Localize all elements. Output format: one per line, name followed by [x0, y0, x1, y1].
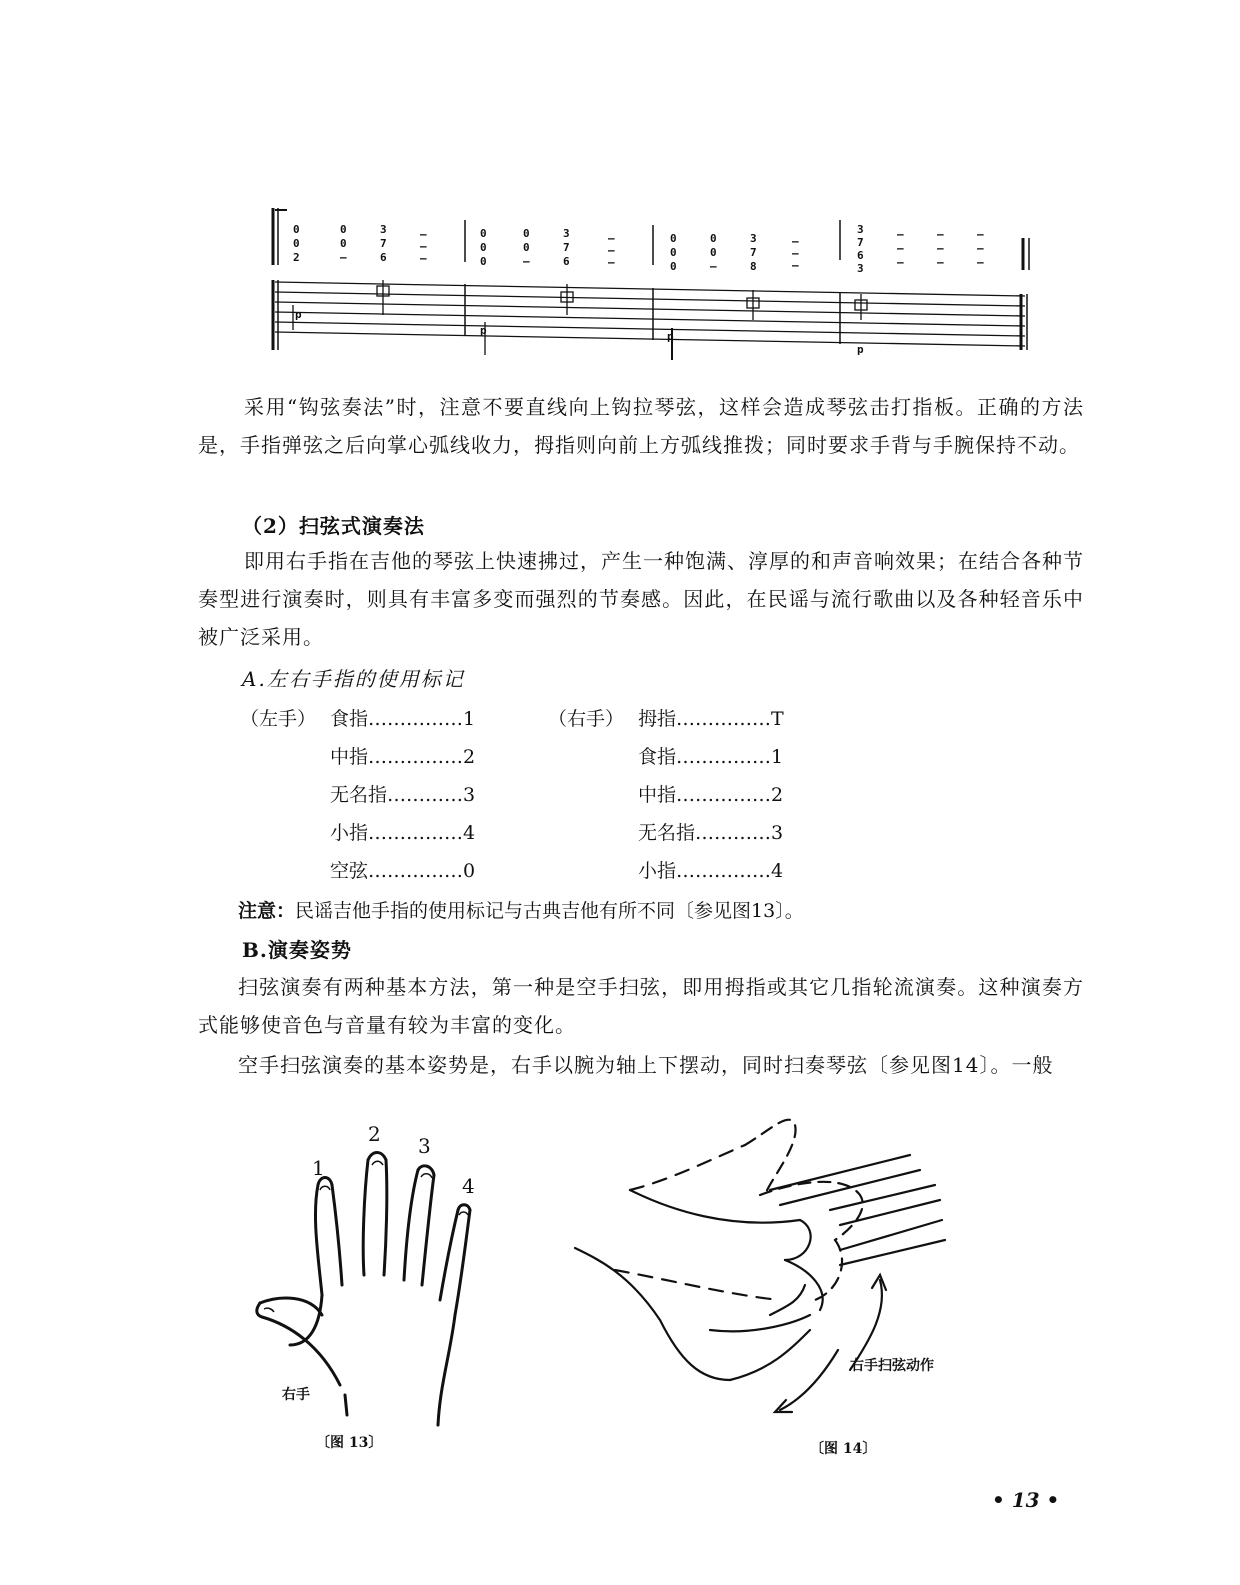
chord-column: 6 — [380, 251, 387, 264]
chord-column: — — [937, 242, 944, 255]
left-hand-item: 空弦……………0 — [330, 860, 476, 882]
chord-column: 0 — [710, 232, 717, 245]
chord-column: 6 — [563, 255, 570, 268]
chord-column: 0 — [340, 223, 347, 236]
paragraph-hook-technique: 采用“钩弦奏法”时，注意不要直线向上钩拉琴弦，这样会造成琴弦击打指板。正确的方法是，手指弹弦之后向掌心弧线收力，拇指则向前上方弧线推拨；同时要求手背与手腕保持不动。 — [198, 395, 1084, 457]
subheading-finger-marks: A.左右手指的使用标记 — [242, 667, 465, 691]
chord-column: — — [420, 228, 427, 241]
finger-mark: p — [480, 324, 487, 337]
chord-column: 0 — [710, 246, 717, 259]
chord-column: — — [420, 252, 427, 265]
left-hand-item: 无名指…………3 — [330, 784, 476, 806]
chord-column: 0 — [670, 260, 677, 273]
page-number: • 13 • — [992, 1488, 1060, 1512]
chord-column: — — [608, 232, 615, 245]
paragraph-strum-posture: 空手扫弦演奏的基本姿势是，右手以腕为轴上下摆动，同时扫奏琴弦〔参见图14〕。一般 — [238, 1053, 1054, 1077]
chord-column: 0 — [480, 227, 487, 240]
chord-column: 0 — [523, 241, 530, 254]
subheading-posture: B.演奏姿势 — [242, 938, 352, 962]
chord-numbers — [293, 223, 984, 275]
chord-column: — — [792, 259, 799, 272]
left-hand-item: 食指……………1 — [330, 708, 476, 730]
chord-column: 3 — [750, 232, 757, 245]
chord-column: 0 — [340, 237, 347, 250]
finger-mark: p — [667, 330, 674, 343]
finger-number: 4 — [462, 1174, 475, 1198]
chord-column: 0 — [670, 246, 677, 259]
chord-column: 0 — [480, 241, 487, 254]
left-hand-item: 小指……………4 — [330, 822, 476, 844]
figure14-strum-diagram — [570, 1100, 990, 1430]
chord-column: — — [608, 256, 615, 269]
chord-column: — — [977, 242, 984, 255]
chord-column: — — [977, 228, 984, 241]
note-label: 注意： — [238, 900, 296, 922]
chord-column: — — [420, 240, 427, 253]
chord-column: — — [608, 244, 615, 257]
figure14-caption: 〔图 14〕 — [810, 1441, 877, 1457]
right-hand-item: 小指……………4 — [638, 860, 784, 882]
chord-column: 0 — [293, 237, 300, 250]
chord-column: 0 — [480, 255, 487, 268]
chord-column: — — [897, 256, 904, 269]
left-hand-label: （左手） — [240, 708, 317, 730]
finger-mark: p — [295, 308, 302, 321]
right-hand-item: 无名指…………3 — [638, 822, 784, 844]
chord-column: 3 — [857, 262, 864, 275]
guitar-score — [265, 200, 1045, 360]
chord-column: — — [523, 255, 530, 268]
chord-column: 0 — [523, 227, 530, 240]
chord-column: 7 — [563, 241, 570, 254]
chord-column: 3 — [563, 227, 570, 240]
finger-number: 2 — [368, 1122, 381, 1146]
paragraph-strum-intro: 即用右手指在吉他的琴弦上快速拂过，产生一种饱满、淳厚的和声音响效果；在结合各种节奏型进行演奏时，则具有丰富多变而强烈的节奏感。因此，在民谣与流行歌曲以及各种轻音乐中被广泛采用。 — [198, 549, 1084, 649]
strum-action-label: 右手扫弦动作 — [850, 1358, 934, 1374]
paragraph-strum-methods: 扫弦演奏有两种基本方法，第一种是空手扫弦，即用拇指或其它几指轮流演奏。这种演奏方式能够使音色与音量有较为丰富的变化。 — [198, 975, 1084, 1037]
chord-column: — — [792, 247, 799, 260]
right-hand-label: （右手） — [548, 708, 625, 730]
finger-number: 3 — [418, 1134, 431, 1158]
chord-column: — — [710, 260, 717, 273]
chord-column: — — [897, 228, 904, 241]
chord-column: — — [937, 256, 944, 269]
chord-column: — — [937, 228, 944, 241]
left-hand-item: 中指……………2 — [330, 746, 476, 768]
right-hand-item: 食指……………1 — [638, 746, 784, 768]
right-hand-item: 中指……………2 — [638, 784, 784, 806]
chord-column: — — [977, 256, 984, 269]
hand-label: 右手 — [282, 1387, 310, 1403]
finger-mark: p — [857, 343, 864, 356]
chord-column: — — [792, 235, 799, 248]
staff-lines — [275, 282, 1025, 346]
chord-column: — — [897, 242, 904, 255]
finger-number: 1 — [312, 1156, 325, 1180]
chord-column: 8 — [750, 260, 757, 273]
chord-column: 3 — [380, 223, 387, 236]
chord-column: 6 — [857, 249, 864, 262]
chord-column: 2 — [293, 251, 300, 264]
chord-column: — — [340, 251, 347, 264]
figure13-hand-diagram — [250, 1115, 500, 1435]
chord-column: 0 — [293, 223, 300, 236]
note-line — [238, 896, 804, 923]
chord-column: 7 — [857, 236, 864, 249]
chord-column: 7 — [750, 246, 757, 259]
note-text: 民谣吉他手指的使用标记与古典吉他有所不同〔参见图13〕。 — [295, 900, 804, 922]
figure13-caption: 〔图 13〕 — [316, 1435, 383, 1451]
right-hand-item: 拇指……………T — [638, 708, 784, 730]
chord-column: 0 — [670, 232, 677, 245]
chord-column: 7 — [380, 237, 387, 250]
section-heading-strum: （2）扫弦式演奏法 — [242, 514, 425, 538]
chord-column: 3 — [857, 223, 864, 236]
